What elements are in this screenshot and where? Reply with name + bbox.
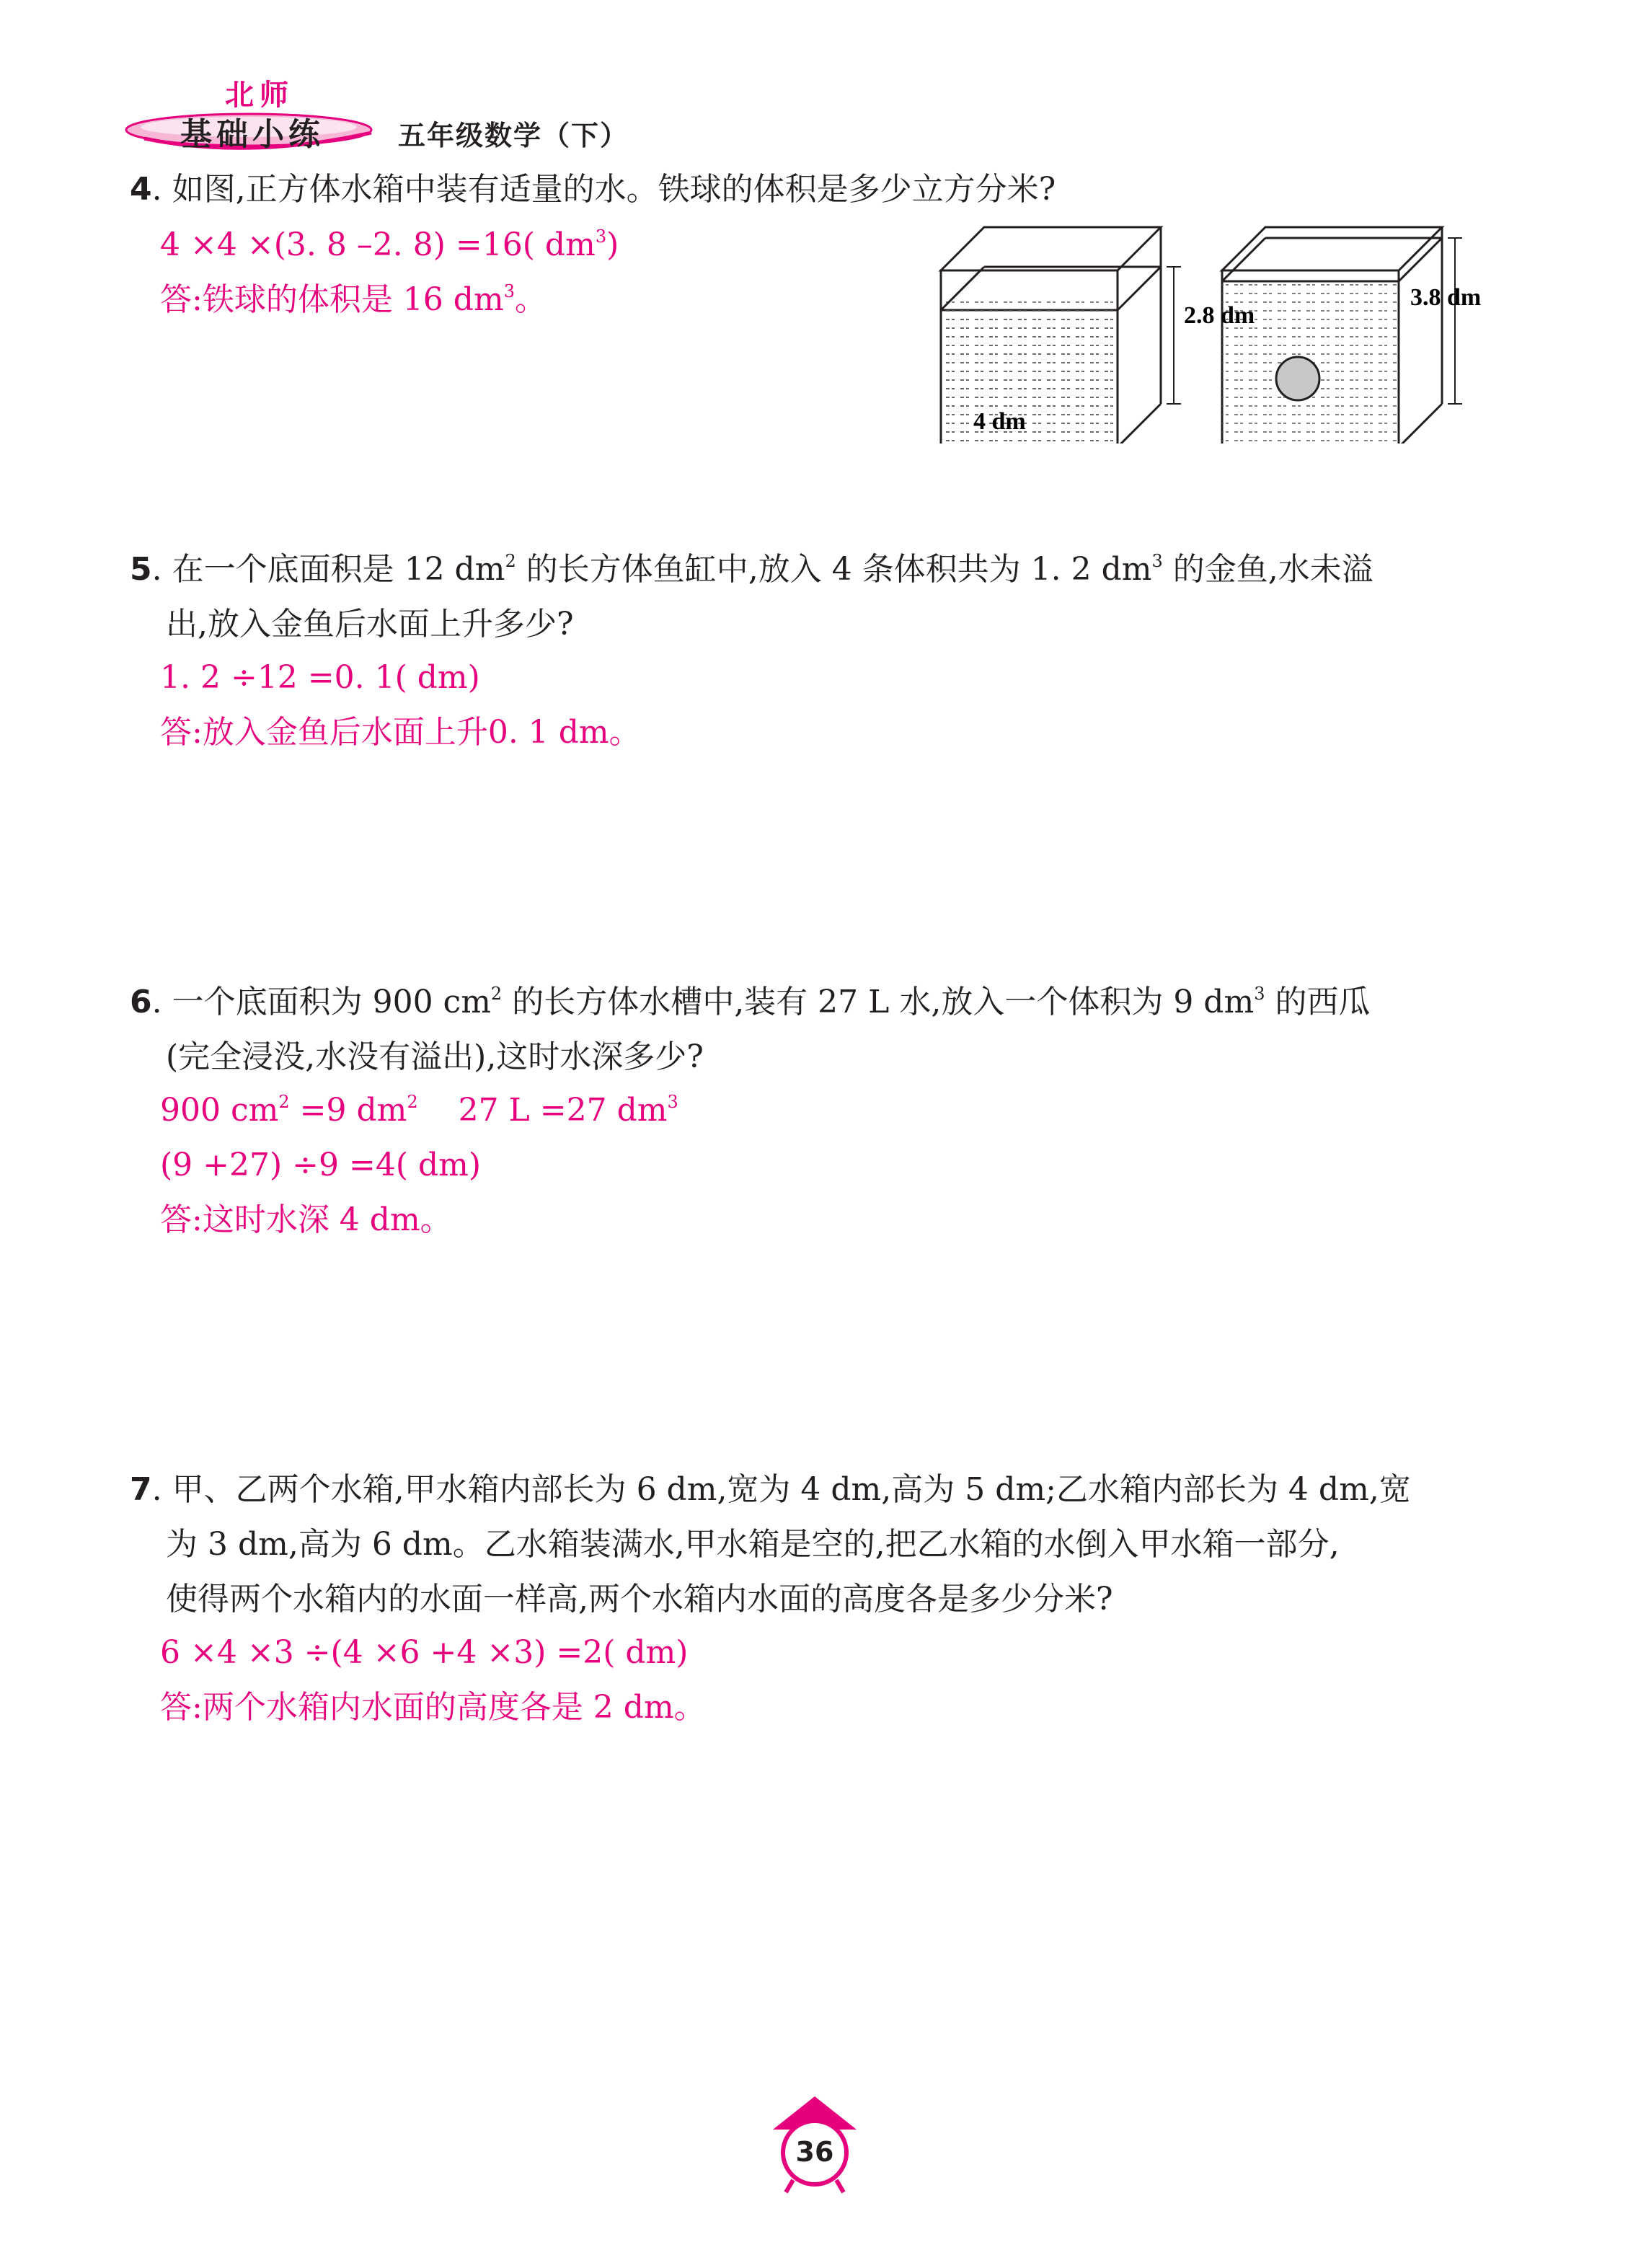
- question-5-answer: 答:放入金鱼后水面上升0. 1 dm。: [160, 714, 641, 751]
- question-7-calculation: 6 ×4 ×3 ÷(4 ×6 +4 ×3) =2( dm): [160, 1634, 689, 1671]
- question-4: [130, 169, 1056, 210]
- question-6-calculation-2: (9 +27) ÷9 =4( dm): [160, 1147, 482, 1183]
- answer-exponent: 3: [503, 281, 515, 301]
- question-5-line-2: 出,放入金鱼后水面上升多少?: [166, 606, 574, 643]
- brand-top-text: 北师: [225, 79, 294, 112]
- calc-text: 4 ×4 ×(3. 8 –2. 8) =16( dm: [160, 226, 596, 263]
- calc-text: 27 L =27 dm: [417, 1092, 668, 1129]
- label-width: 4 dm: [973, 408, 1026, 435]
- answer-period: 。: [514, 281, 547, 318]
- question-7-line-2: 为 3 dm,高为 6 dm。乙水箱装满水,甲水箱是空的,把乙水箱的水倒入甲水箱一部分,: [166, 1526, 1340, 1563]
- iron-ball: [1276, 357, 1319, 400]
- page-number: 36: [795, 2136, 834, 2168]
- question-6-line-2: (完全浸没,水没有溢出),这时水深多少?: [166, 1038, 704, 1075]
- question-4-answer: [160, 280, 547, 320]
- water-left: [941, 310, 1118, 444]
- question-4-text: . 如图,正方体水箱中装有适量的水。铁球的体积是多少立方分米?: [151, 171, 1056, 208]
- question-6-text-c: 的西瓜: [1265, 984, 1371, 1020]
- grade-subject: 五年级数学（下）: [398, 120, 629, 151]
- question-7-number: 7: [130, 1471, 152, 1508]
- question-6: [130, 982, 1370, 1023]
- question-7: [130, 1470, 1411, 1510]
- question-4-number: 4: [130, 171, 152, 208]
- calc-text: 900 cm: [160, 1092, 279, 1129]
- label-height-right: 3.8 dm: [1410, 284, 1482, 311]
- question-6-text-a: . 一个底面积为 900 cm: [151, 984, 491, 1020]
- question-7-line-3: 使得两个水箱内的水面一样高,两个水箱内水面的高度各是多少分米?: [166, 1581, 1113, 1618]
- question-4-calculation: [160, 225, 619, 265]
- question-5-calculation: 1. 2 ÷12 =0. 1( dm): [160, 659, 480, 696]
- brand-title: 基础小练: [180, 116, 324, 153]
- label-height-left: 2.8 dm: [1184, 302, 1255, 329]
- exponent: 3: [1151, 551, 1163, 571]
- exponent: 2: [278, 1092, 290, 1112]
- question-6-text-b: 的长方体水槽中,装有 27 L 水,放入一个体积为 9 dm: [502, 984, 1255, 1020]
- question-6-number: 6: [130, 984, 152, 1020]
- question-7-text: . 甲、乙两个水箱,甲水箱内部长为 6 dm,宽为 4 dm,高为 5 dm;乙水箱内部长为 4 dm,宽: [151, 1471, 1411, 1508]
- question-6-calculation-1: [160, 1090, 678, 1131]
- calc-text: =9 dm: [289, 1092, 407, 1129]
- answer-text: 答:铁球的体积是 16 dm: [160, 281, 504, 318]
- exponent: 2: [407, 1092, 418, 1112]
- exponent: 3: [1254, 984, 1265, 1004]
- question-5-text-b: 的长方体鱼缸中,放入 4 条体积共为 1. 2 dm: [516, 551, 1152, 588]
- question-5-text-c: 的金鱼,水未溢: [1162, 551, 1373, 588]
- exponent: 3: [667, 1092, 678, 1112]
- question-5-text-a: . 在一个底面积是 12 dm: [151, 551, 505, 588]
- water-tank-figure: [930, 220, 1514, 444]
- question-5-number: 5: [130, 551, 152, 588]
- calc-close: ): [606, 226, 619, 263]
- calc-exponent: 3: [595, 226, 607, 247]
- exponent: 2: [505, 551, 516, 571]
- question-5: [130, 550, 1373, 590]
- question-6-answer: 答:这时水深 4 dm。: [160, 1201, 452, 1238]
- exponent: 2: [490, 984, 503, 1004]
- question-7-answer: 答:两个水箱内水面的高度各是 2 dm。: [160, 1689, 706, 1726]
